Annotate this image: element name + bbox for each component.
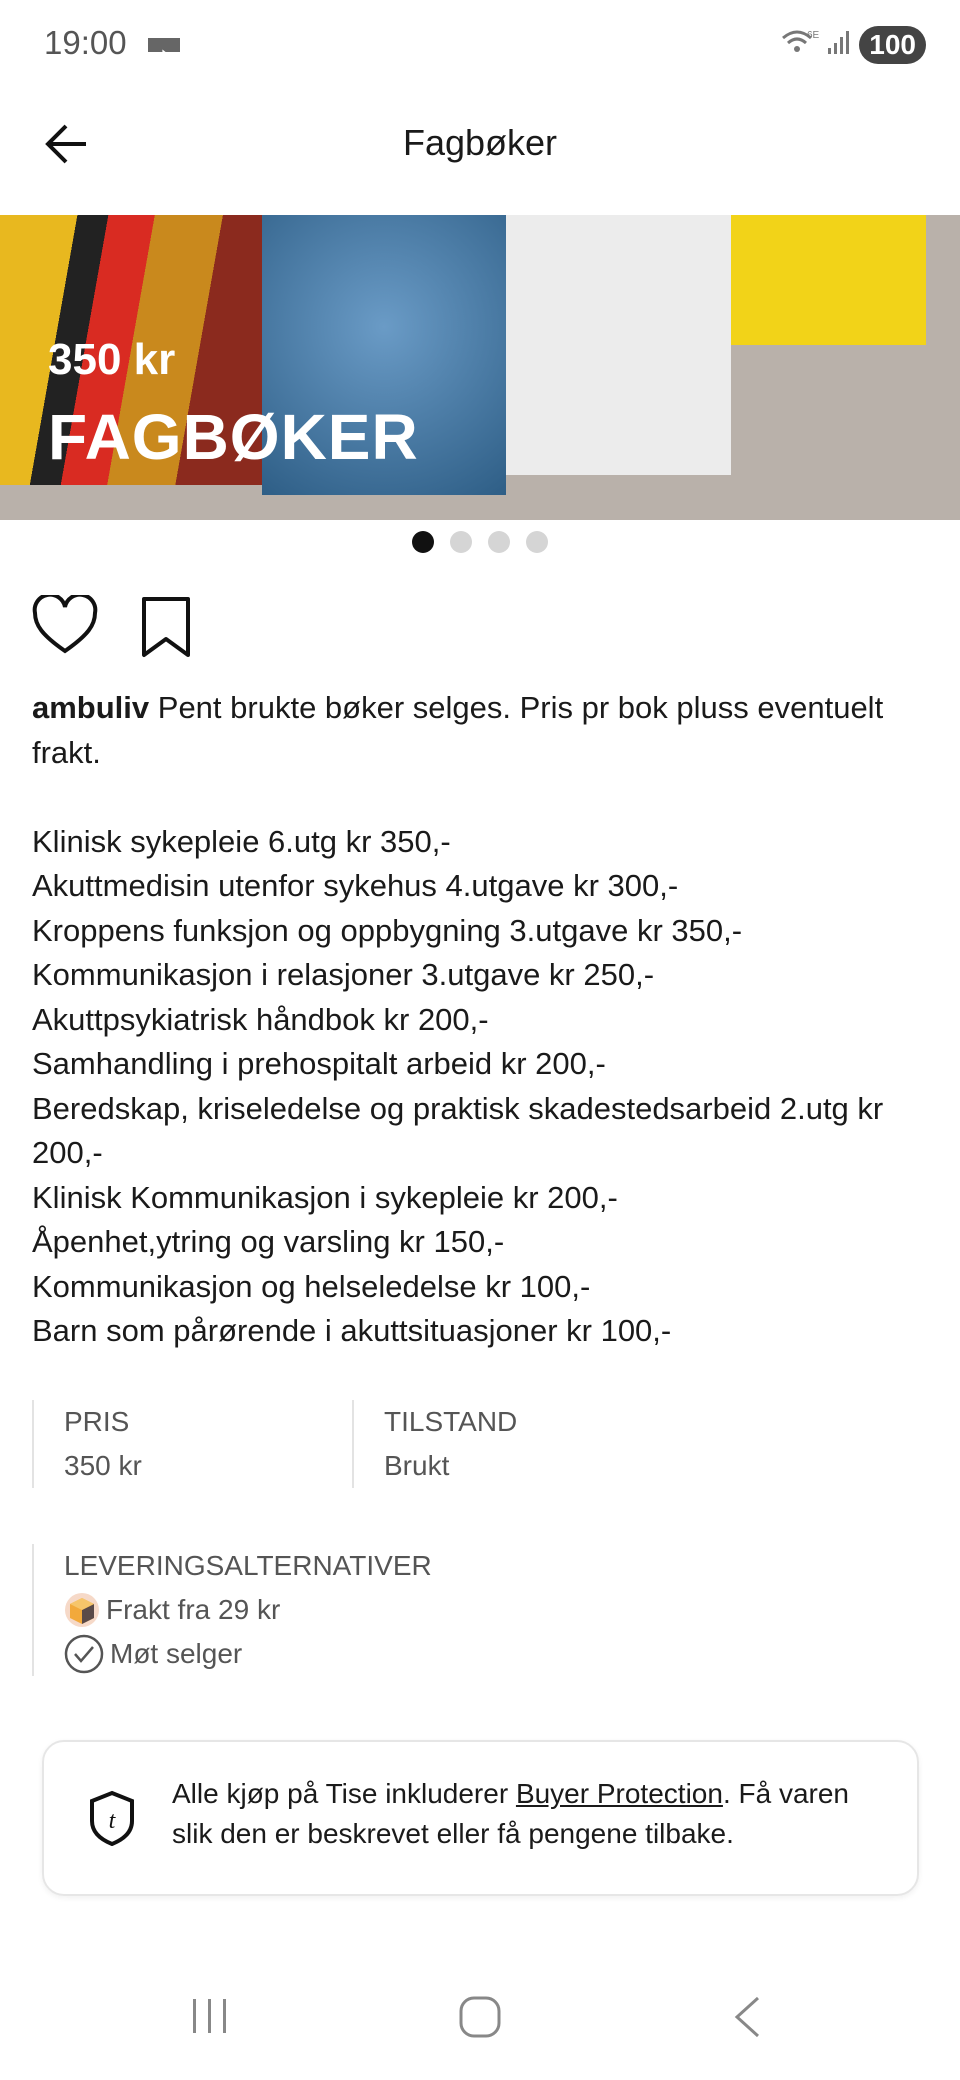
check-circle-icon [64,1634,104,1674]
book-price-line: Kommunikasjon i relasjoner 3.utgave kr 250,- [32,957,655,992]
book-price-line: Klinisk sykepleie 6.utg kr 350,- [32,823,451,859]
home-button[interactable] [458,1995,502,2044]
book-price-line: Åpenhet,ytring og varsling kr 150,- [32,1224,505,1259]
delivery-option-shipping: Frakt fra 29 kr [64,1588,432,1632]
carousel-dot[interactable] [488,531,510,553]
delivery-options: LEVERINGSALTERNATIVER Frakt fra 29 kr Møt selger [32,1544,432,1676]
recents-icon [190,1995,230,2035]
bookmark-icon [138,595,194,659]
system-back-button[interactable] [732,1995,762,2044]
book-cover-image [731,215,926,345]
heart-icon [32,595,98,655]
recent-apps-button[interactable] [190,1995,230,2040]
signal-icon [827,30,851,61]
hero-price: 350 kr [48,335,176,384]
page-title: Fagbøker [402,122,558,163]
book-price-line: Klinisk Kommunikasjon i sykepleie kr 200,- [32,1179,618,1215]
wifi-icon [781,28,819,63]
book-price-line: Kommunikasjon og helseledelse kr 100,- [32,1268,591,1304]
carousel-dot[interactable] [412,531,434,553]
sim-icon [148,38,180,52]
top-app-bar [0,100,960,188]
save-button[interactable] [138,595,194,664]
book-price-line: Akuttmedisin utenfor sykehus 4.utgave kr 300,- [32,868,679,903]
hero-title: FAGBØKER [48,401,419,473]
delivery-option-meetup: Møt selger [64,1632,432,1676]
price-attribute: PRIS 350 kr [32,1400,352,1488]
book-price-line: Samhandling i prehospitalt arbeid kr 200,- [32,1046,606,1081]
book-cover-image [506,215,731,475]
condition-attribute: TILSTAND Brukt [352,1400,672,1488]
carousel-indicator [0,531,960,553]
book-price-line: Beredskap, kriseledelse og praktisk skadestedsarbeid 2.utg kr 200,- [32,1090,892,1170]
system-nav-bar [0,1985,960,2055]
chevron-left-icon [732,1995,762,2039]
buyer-protection-card: t Alle kjøp på Tise inkluderer Buyer Protection. Få varen slik den er beskrevet eller få pengene tilbake. [42,1740,919,1896]
battery-indicator: 100 [859,26,926,64]
carousel-dot[interactable] [450,531,472,553]
book-price-line: Kroppens funksjon og oppbygning 3.utgave kr 350,- [32,912,743,948]
status-time: 19:00 [44,24,127,61]
buyer-protection-link[interactable]: Buyer Protection [515,1778,723,1809]
like-button[interactable] [32,595,98,664]
home-icon [458,1995,502,2039]
seller-username[interactable]: ambuliv [32,690,150,725]
svg-text:6E: 6E [807,29,820,41]
svg-text:t: t [108,1808,116,1834]
listing-description: ambuliv Pent brukte bøker selges. Pris pr bok pluss eventuelt frakt. Klinisk sykepleie 6.utg kr 350,- Akuttmedisin utenfor sykehus 4.utgave kr 300,- Kroppens funksjon og oppbygning 3.utgave kr 350,- Kommunikasjon i relasjoner 3.utgave kr 250,- Akuttpsykiatrisk håndbok kr 200,- Samhandling i prehospitalt arbeid kr 200,- Beredskap, kriseledelse og praktisk skadestedsarbeid 2.utg kr 200,- Klinisk Kommunikasjon i sykepleie kr 200,- Åpenhet,ytring og varsling kr 150,- Kommunikasjon og helseledelse kr 100,- Barn som pårørende i akuttsituasjoner kr 100,- [32,690,892,1348]
carousel-dot[interactable] [526,531,548,553]
image-carousel[interactable] [0,215,960,520]
tise-shield-icon [88,1790,136,1846]
package-icon [64,1592,100,1628]
book-price-line: Barn som pårørende i akuttsituasjoner kr 100,- [32,1313,672,1348]
book-price-line: Akuttpsykiatrisk håndbok kr 200,- [32,1001,489,1037]
status-bar [0,0,960,90]
